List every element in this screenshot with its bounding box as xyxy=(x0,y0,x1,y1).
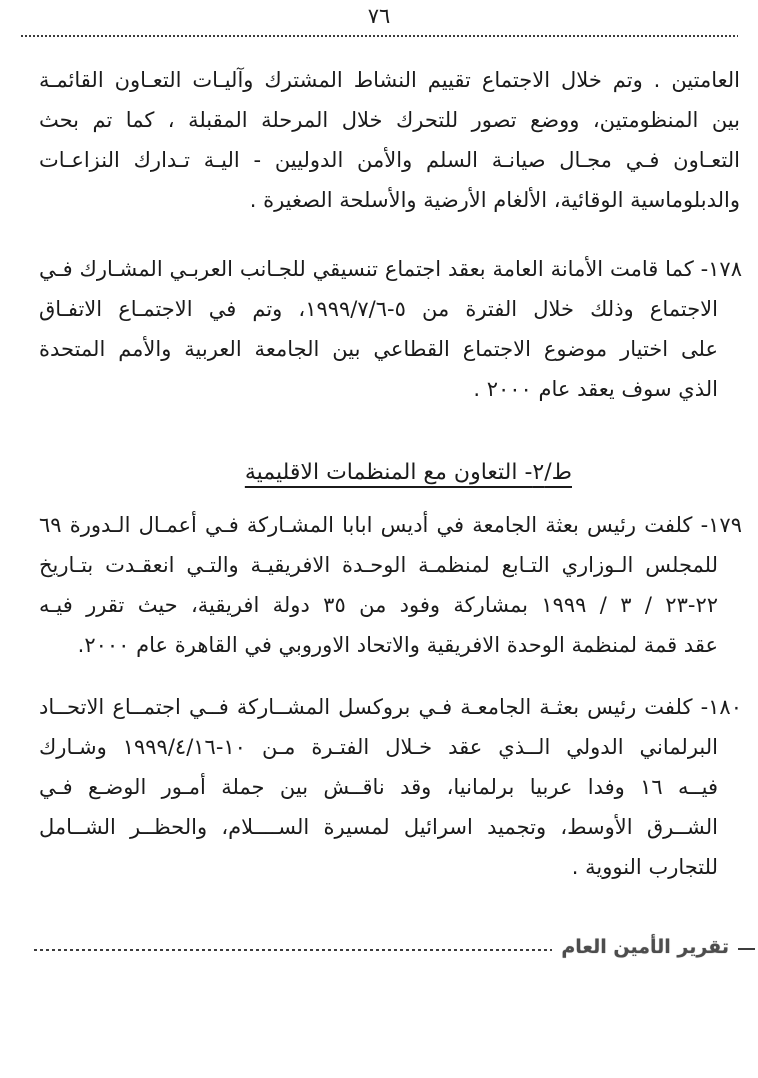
footer-dash xyxy=(738,948,755,950)
footer-signature: تقرير الأمين العام xyxy=(561,936,729,958)
text-line: ١٧٩- كلفت رئيس بعثة الجامعة في أديس ابابا المشـاركة فـي أعمـال الـدورة ٦٩ xyxy=(39,513,742,537)
text-line: ١٨٠- كلفت رئيس بعثـة الجامعـة فـي بروكسل المشــاركة فــي اجتمــاع الاتحــاد xyxy=(39,695,742,719)
paragraph xyxy=(39,687,742,887)
text-line: ٢٢-٢٣ / ٣ / ١٩٩٩ بمشاركة وفود من ٣٥ دولة افريقية، حيث تقرر فيـه xyxy=(39,593,718,617)
paragraph xyxy=(39,249,742,409)
paragraph xyxy=(39,505,742,665)
page-footer xyxy=(34,926,755,968)
text-line: بين المنظومتين، ووضع تصور للتحرك خلال المرحلة المقبلة ، كما تم بحث xyxy=(39,108,740,132)
section-heading-text: ط/٢- التعاون مع المنظمات الاقليمية xyxy=(244,460,572,485)
text-line: الذي سوف يعقد عام ٢٠٠٠ . xyxy=(473,377,718,401)
text-line: ١٧٨- كما قامت الأمانة العامة بعقد اجتماع تنسيقي للجـانب العربـي المشـارك فـي xyxy=(39,257,742,281)
text-line: التعـاون فـي مجـال صيانـة السلم والأمن الدوليين - اليـة تـدارك النزاعـات xyxy=(39,148,740,172)
text-line: فيــه ١٦ وفدا عربيا برلمانيا، وقد ناقــش بين جملة أمـور الوضـع فـي xyxy=(39,775,718,799)
text-line: البرلماني الدولي الــذي عقد خـلال الفتـرة مـن ١٠-١٩٩٩/٤/١٦ وشـارك xyxy=(39,735,718,759)
text-line: الشــرق الأوسط، وتجميد اسرائيل لمسيرة الســــلام، والحظــر الشــامل xyxy=(39,815,718,839)
page-number: ٧٦ xyxy=(367,4,391,28)
paragraph xyxy=(39,60,742,220)
text-line: للتجارب النووية . xyxy=(571,855,718,879)
text-line: على اختيار موضوع الاجتماع القطاعي بين الجامعة العربية والأمم المتحدة xyxy=(39,337,718,361)
section-heading xyxy=(39,455,742,489)
footer-divider xyxy=(34,949,552,951)
header-divider xyxy=(21,35,738,37)
text-line: عقد قمة لمنظمة الوحدة الافريقية والاتحاد الاوروبي في القاهرة عام ٢٠٠٠. xyxy=(77,633,718,657)
document-body xyxy=(39,60,742,887)
text-line: للمجلس الـوزاري التـابع لمنظمـة الوحـدة الافريقيـة والتـي انعقـدت بتـاريخ xyxy=(39,553,718,577)
text-line: الاجتماع وذلك خلال الفترة من ٥-١٩٩٩/٧/٦، وتم في الاجتمـاع الاتفـاق xyxy=(39,297,718,321)
text-line: العامتين . وتم خلال الاجتماع تقييم النشاط المشترك وآليـات التعـاون القائمـة xyxy=(39,68,740,92)
text-line: والدبلوماسية الوقائية، الألغام الأرضية والأسلحة الصغيرة . xyxy=(249,188,740,212)
